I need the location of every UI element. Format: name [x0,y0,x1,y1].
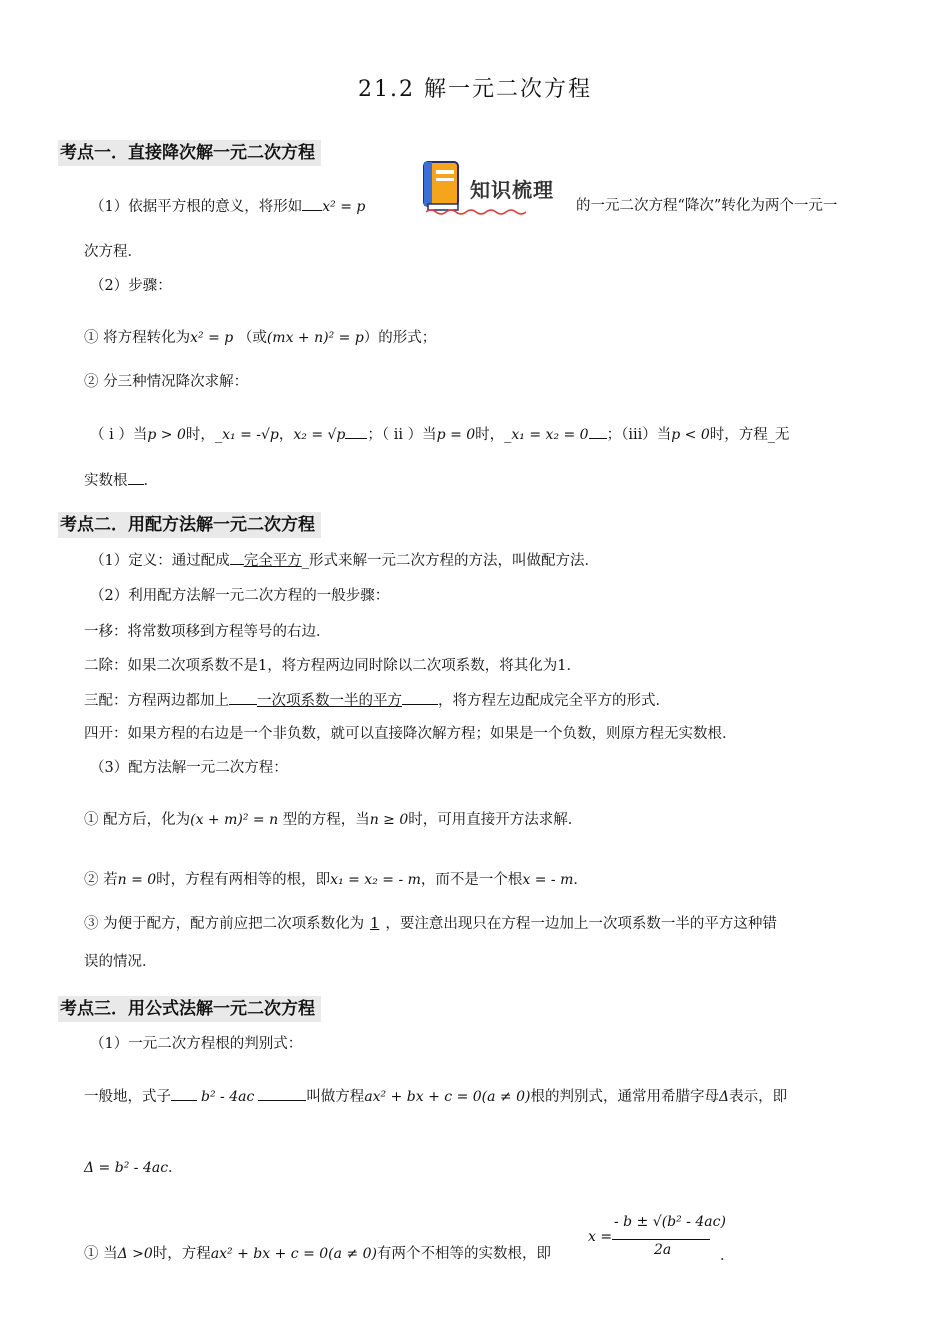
sec2-step-divide: 二除：如果二次项系数不是1，将方程两边同时除以二次项系数，将其化为1． [84,658,581,674]
sec2-note3-end: 误的情况． [84,954,157,970]
sec1-step2: ② 分三种情况降次求解： [84,374,249,390]
sec2-step-complete: 三配：方程两边都加上 一次项系数一半的平方 ，将方程左边配成完全平方的形式． [84,690,670,711]
fraction-bar [612,1239,710,1240]
badge-wave-underline [426,208,526,216]
sec3-case1: ① 当Δ >0时，方程ax² + bx + c = 0(a ≠ 0)有两个不相等的实数根，即 [84,1246,551,1262]
sec2-solve-label: （3）配方法解一元二次方程： [90,760,288,776]
sec3-discriminant-label: （1）一元二次方程根的判别式： [90,1036,303,1052]
sec1-para1-end: 次方程． [84,244,142,260]
section-heading-1: 考点一．直接降次解一元二次方程 [58,140,321,166]
sec2-step-root: 四开：如果方程的右边是一个非负数，就可以直接降次解方程；如果是一个负数，则原方程无实数根． [84,726,737,742]
sec2-step-move: 一移：将常数项移到方程等号的右边． [84,624,331,640]
section-heading-2: 考点二．用配方法解一元二次方程 [58,512,321,538]
sec3-general: 一般地，式子 b² - 4ac 叫做方程ax² + bx + c = 0(a ≠ 0)根的判别式，通常用希腊字母Δ表示，即 [84,1086,787,1107]
sec3-case1-end: ． [720,1248,735,1264]
book-icon [422,160,462,212]
sec1-para1-cont: 的一元二次方程“降次”转化为两个一元一 [576,198,838,214]
sec1-step1: ① 将方程转化为x² = p （或(mx + n)² = p）的形式； [84,330,437,346]
equation-x2-p: x² = p [322,199,366,215]
sec1-cases-end: 实数根 ． [84,470,158,491]
page-title: 21.2 解一元二次方程 [358,77,592,102]
badge-label: 知识梳理 [470,178,554,202]
sec2-note3: ③ 为便于配方，配方前应把二次项系数化为 1 ，要注意出现只在方程一边加上一次项系数一半的平方这种错 [84,916,777,932]
sec2-def: （1）定义：通过配成 完全平方_形式来解一元二次方程的方法，叫做配方法． [90,550,599,571]
sec1-para1: （1）依据平方根的意义，将形如 x² = p [90,196,365,217]
quadratic-formula: x = - b ± √(b² - 4ac) 2a [588,1214,726,1258]
sec2-note2: ② 若n = 0时，方程有两相等的根，即x₁ = x₂ = - m，而不是一个根x = - m． [84,872,588,888]
sec2-note1: ① 配方后，化为(x + m)² = n 型的方程，当n ≥ 0时，可用直接开方法求解． [84,812,583,828]
sec1-steps-label: （2）步骤： [90,278,172,294]
knowledge-badge [422,160,562,216]
sec1-cases: （ i ）当p > 0时，_x₁ = -√p，x₂ = √p ；（ ii ）当p = 0时，_x₁ = x₂ = 0 ；（iii）当p < 0时，方程_无 [90,424,790,445]
section-heading-3: 考点三．用公式法解一元二次方程 [58,996,321,1022]
sec2-steps-label: （2）利用配方法解一元二次方程的一般步骤： [90,588,390,604]
sec3-definition: Δ = b² - 4ac． [84,1160,183,1176]
